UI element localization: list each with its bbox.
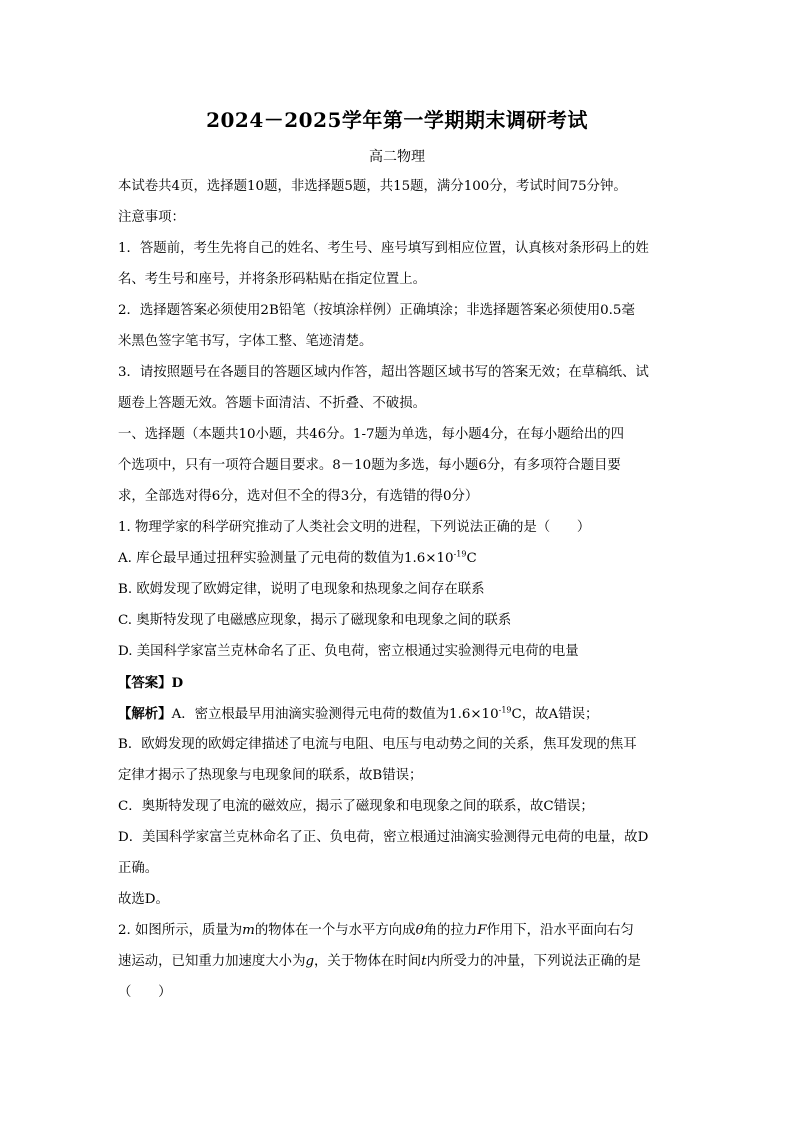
exam-intro: 本试卷共4页，选择题10题，非选择题5题，共15题，满分100分，考试时间75分钟。 — [118, 179, 627, 194]
q2-text-2: 的物体在一个与水平方向成 — [254, 923, 416, 938]
notice-item-2-cont: 米黑色签字笔书写，字体工整、笔迹清楚。 — [118, 334, 373, 349]
exam-subject: 高二物理 — [369, 149, 425, 165]
section-1-heading-cont: 个选项中，只有一项符合题目要求。8－10题为多选，每小题6分，有多项符合题目要 — [118, 458, 621, 473]
analysis-a-exponent: -19 — [498, 705, 512, 715]
analysis-a-text: A．密立根最早用油滴实验测得元电荷的数值为1.6×10 — [171, 707, 499, 722]
question-1-answer: 【答案】D — [118, 675, 184, 691]
option-a-unit: C — [466, 551, 477, 566]
question-1-option-c: C. 奥斯特发现了电磁感应现象，揭示了磁现象和电现象之间的联系 — [118, 613, 512, 628]
question-2-stem-line-2 — [118, 953, 678, 971]
question-1-analysis-a — [118, 705, 678, 724]
question-1-analysis-d-cont: 正确。 — [118, 861, 159, 876]
q2-text-4: 作用下，沿水平面向右匀 — [486, 923, 634, 938]
analysis-label: 【解析】 — [118, 706, 172, 722]
q2-text-7: 内所受力的冲量，下列说法正确的是 — [426, 954, 641, 969]
question-2-stem-line-1 — [118, 922, 678, 940]
section-1-heading: 一、选择题（本题共10小题，共46分。1-7题为单选，每小题4分，在每小题给出的四 — [118, 427, 625, 442]
notice-item-3: 3．请按照题号在各题目的答题区域内作答，超出答题区域书写的答案无效；在草稿纸、试 — [118, 365, 649, 380]
notice-item-2: 2．选择题答案必须使用2B铅笔（按填涂样例）正确填涂；非选择题答案必须使用0.5毫 — [118, 303, 635, 318]
question-1-analysis-b: B．欧姆发现的欧姆定律描述了电流与电阻、电压与电动势之间的关系，焦耳发现的焦耳 — [118, 737, 637, 752]
q2-text-6: ，关于物体在时间 — [314, 954, 422, 969]
q2-var-g: g — [305, 954, 315, 969]
question-1-conclusion: 故选D。 — [118, 892, 169, 907]
q2-var-theta: θ — [415, 923, 424, 938]
option-a-text: A. 库仑最早通过扭秤实验测量了元电荷的数值为1.6×10 — [118, 551, 454, 566]
q2-text-3: 角的拉力 — [423, 923, 478, 938]
q2-var-m: m — [242, 923, 255, 938]
q2-var-t: t — [421, 954, 427, 969]
exam-title: 2024－2025学年第一学期期末调研考试 — [206, 108, 588, 132]
q2-text-1: 2. 如图所示，质量为 — [118, 923, 243, 938]
q2-var-f: F — [477, 923, 487, 938]
question-1-option-d: D. 美国科学家富兰克林命名了正、负电荷，密立根通过实验测得元电荷的电量 — [118, 644, 579, 659]
question-1-option-b: B. 欧姆发现了欧姆定律，说明了电现象和热现象之间存在联系 — [118, 582, 485, 597]
question-1-analysis-d: D．美国科学家富兰克林命名了正、负电荷，密立根通过油滴实验测得元电荷的电量，故D — [118, 830, 649, 845]
option-a-exponent: -19 — [453, 549, 467, 559]
question-2-stem-line-3: （ ） — [118, 985, 172, 1000]
notice-item-1-cont: 名、考生号和座号，并将条形码粘贴在指定位置上。 — [118, 272, 426, 287]
question-1-option-a — [118, 550, 678, 568]
question-1-analysis-c: C．奥斯特发现了电流的磁效应，揭示了磁现象和电现象之间的联系，故C错误； — [118, 799, 594, 814]
analysis-a-tail: C，故A错误； — [511, 707, 599, 722]
notice-item-3-cont: 题卷上答题无效。答题卡面清洁、不折叠、不破损。 — [118, 396, 426, 411]
q2-text-5: 速运动，已知重力加速度大小为 — [118, 954, 306, 969]
notice-heading: 注意事项： — [118, 210, 185, 225]
section-1-heading-end: 求，全部选对得6分，选对但不全的得3分，有选错的得0分） — [118, 489, 479, 504]
question-1-analysis-b-cont: 定律才揭示了热现象与电现象间的联系，故B错误； — [118, 768, 423, 783]
notice-item-1: 1．答题前，考生先将自己的姓名、考生号、座号填写到相应位置，认真核对条形码上的姓 — [118, 241, 649, 256]
question-1-stem: 1. 物理学家的科学研究推动了人类社会文明的进程，下列说法正确的是（ ） — [118, 520, 591, 535]
